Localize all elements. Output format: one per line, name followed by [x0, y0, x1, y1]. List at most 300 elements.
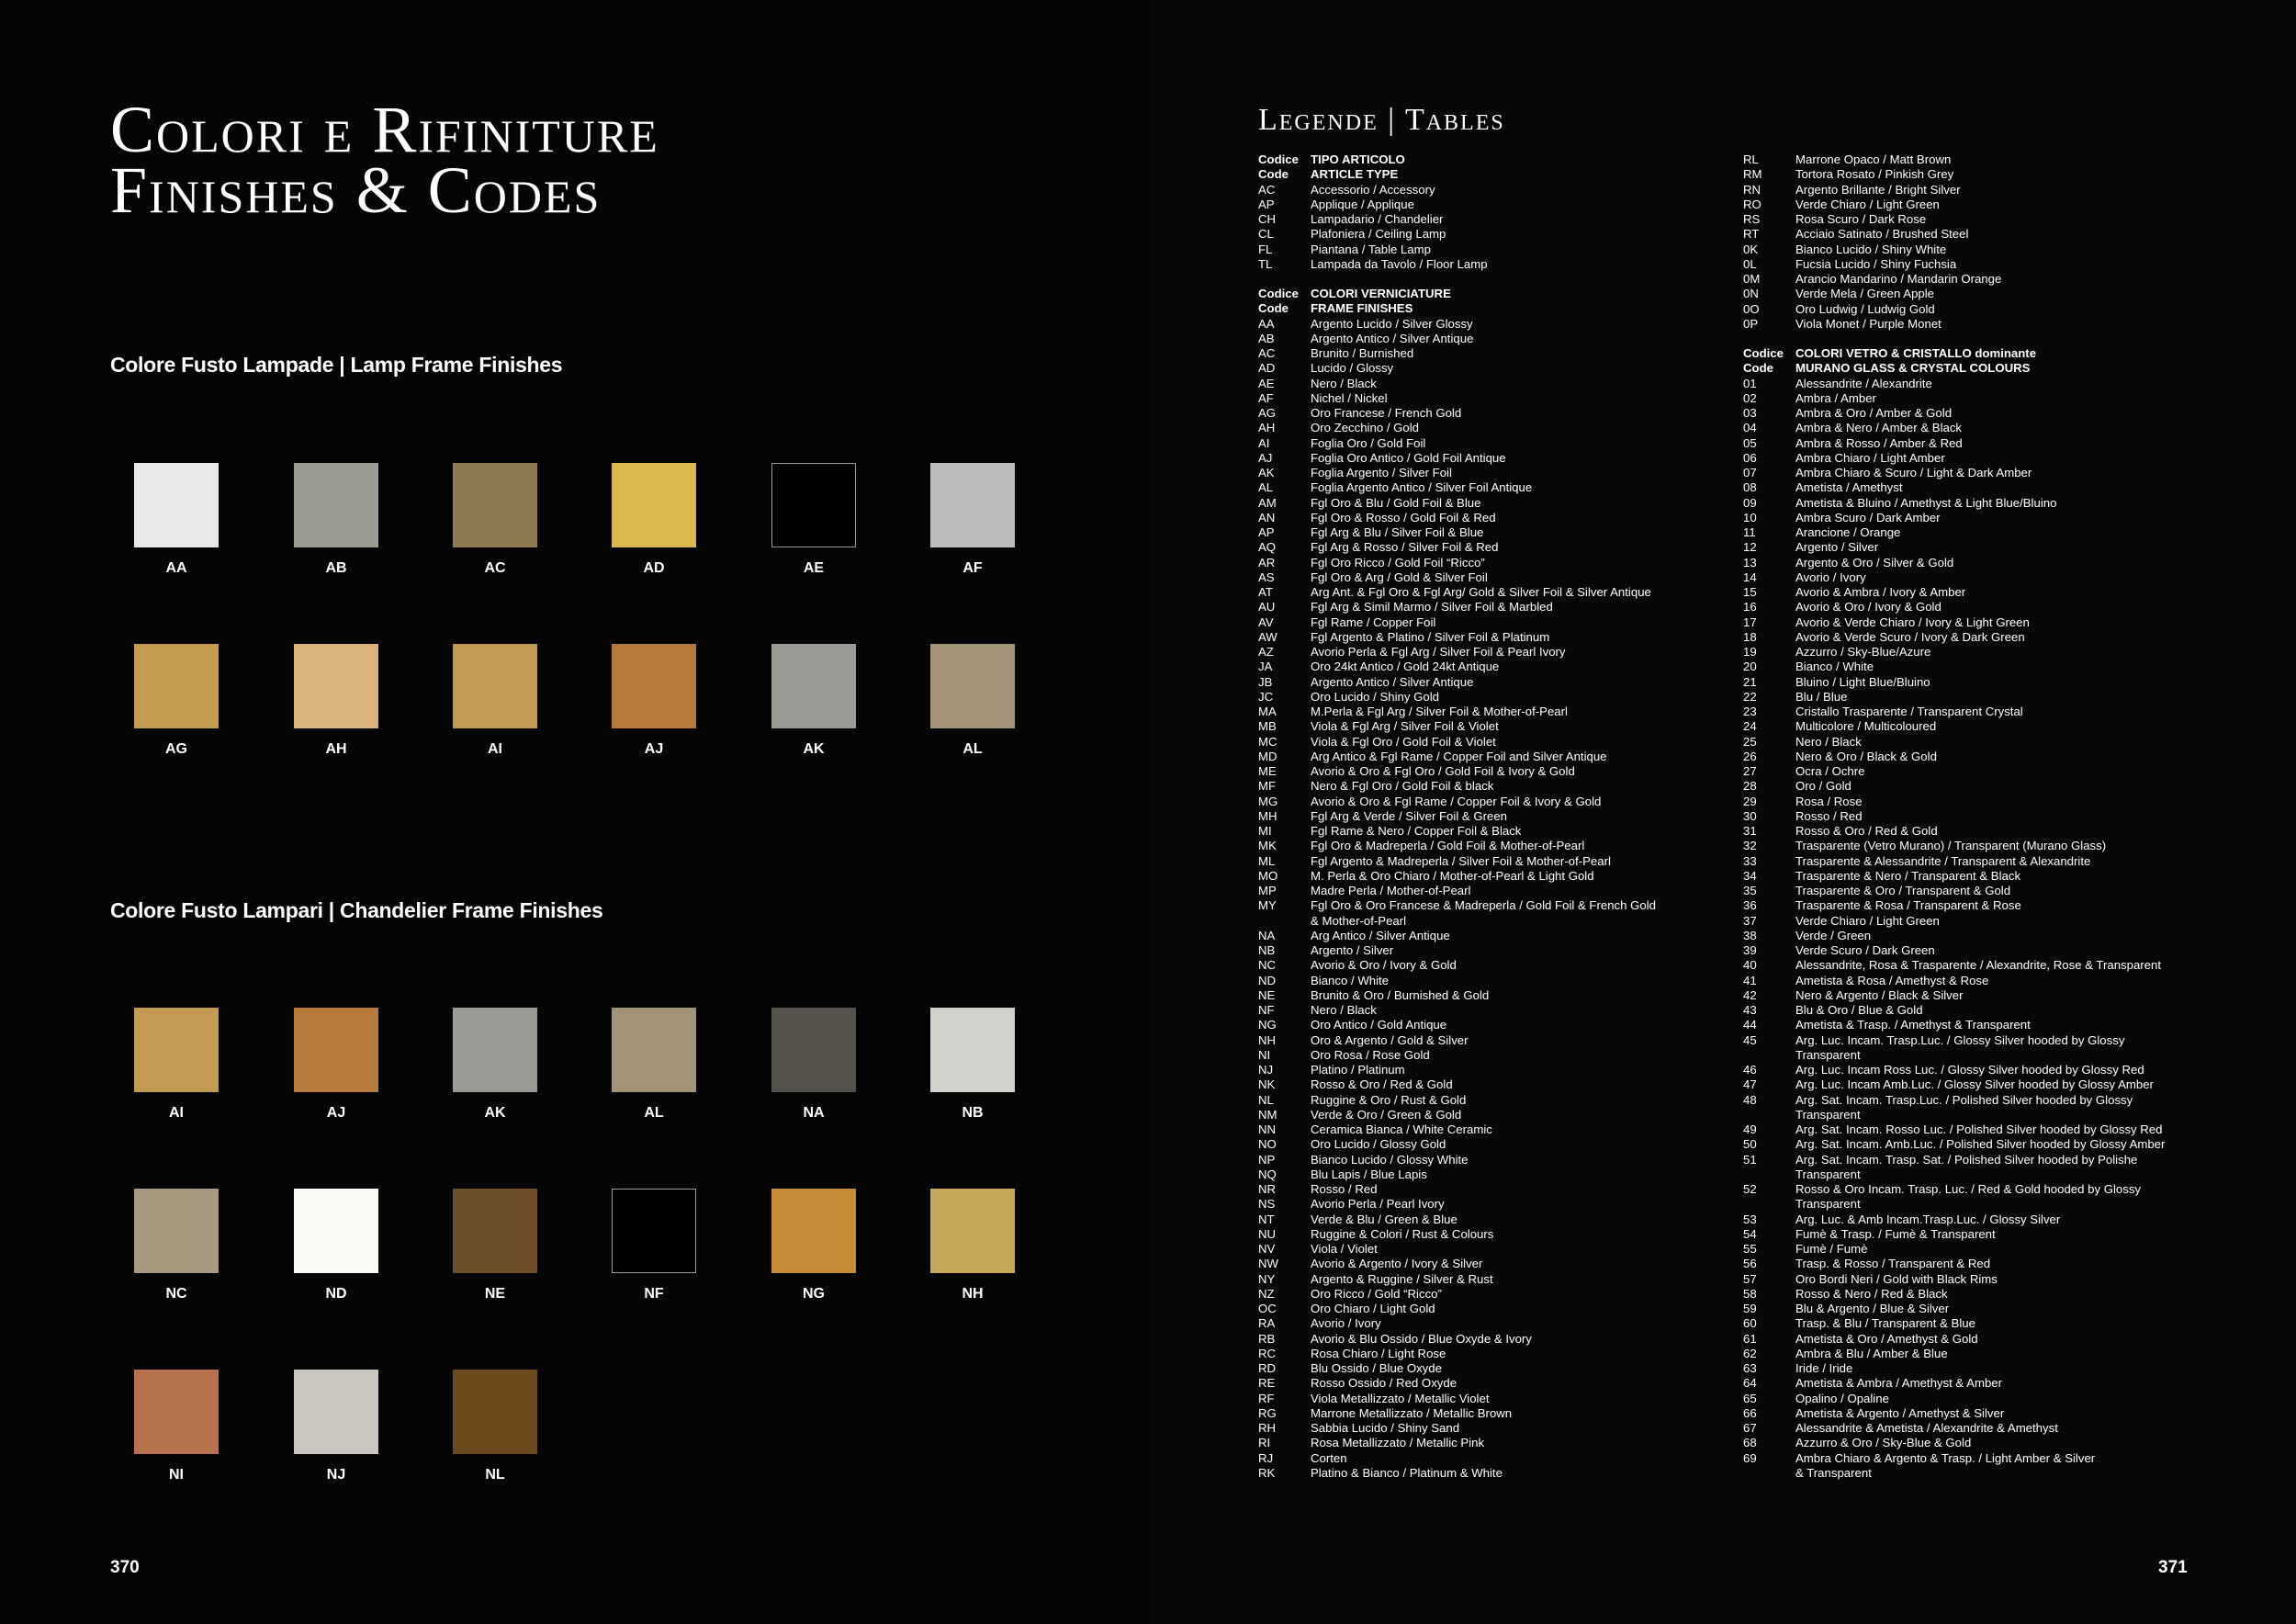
- legend-row: [1258, 988, 1656, 1003]
- legend-code: NR: [1258, 1182, 1277, 1196]
- legend-description: Ambra & Blu / Amber & Blue: [1795, 1346, 1948, 1360]
- legend-description: Applique / Applique: [1311, 197, 1414, 211]
- legend-description: Argento / Silver: [1795, 540, 1879, 555]
- legend-row: [1743, 167, 2165, 182]
- legend-code: 41: [1743, 973, 1757, 987]
- legend-row: [1258, 690, 1656, 705]
- legend-row: [1258, 525, 1656, 540]
- legend-description: Oro Chiaro / Light Gold: [1311, 1302, 1435, 1315]
- legend-row: [1258, 301, 1656, 316]
- legend-description: Fgl Oro & Madreperla / Gold Foil & Mother-of-Pearl: [1311, 839, 1585, 853]
- swatch-ag: [134, 644, 219, 758]
- chandelier-section-title: Colore Fusto Lampari | Chandelier Frame Finishes: [110, 898, 603, 922]
- legend-row: [1743, 929, 2165, 943]
- legend-row: [1258, 212, 1656, 227]
- legend-code: [1743, 1466, 1795, 1481]
- legend-row: [1258, 1272, 1656, 1287]
- legend-row: [1743, 1153, 2165, 1167]
- legend-description: Arg. Luc. & Amb Incam.Trasp.Luc. / Glossy Silver: [1795, 1212, 2061, 1226]
- legend-code: 34: [1743, 868, 1757, 883]
- legend-description: Rosa Metallizzato / Metallic Pink: [1311, 1436, 1485, 1450]
- swatch-chip: [453, 1008, 537, 1092]
- legend-row: [1258, 1361, 1656, 1376]
- swatch-ad: [612, 463, 696, 577]
- legend-code: 63: [1743, 1361, 1757, 1375]
- legend-code: NC: [1258, 958, 1277, 973]
- legend-description: M.Perla & Fgl Arg / Silver Foil & Mother-of-Pearl: [1311, 705, 1568, 718]
- swatch-chip: [930, 644, 1015, 728]
- legend-code: RK: [1258, 1465, 1276, 1480]
- legend-row: [1258, 287, 1656, 301]
- legend-row: [1258, 675, 1656, 690]
- legend-code: AM: [1258, 495, 1277, 510]
- legend-code: RM: [1743, 167, 1762, 182]
- legend-code: 11: [1743, 525, 1756, 539]
- legend-description: Arg. Sat. Incam. Amb.Luc. / Polished Silver hooded by Glossy Amber: [1795, 1137, 2166, 1152]
- legend-code: 06: [1743, 450, 1757, 465]
- legend-row: [1258, 1003, 1656, 1018]
- swatch-aj: [294, 1008, 378, 1122]
- legend-code: RH: [1258, 1421, 1277, 1435]
- legend-row: [1258, 480, 1656, 495]
- legend-code: 32: [1743, 839, 1757, 853]
- legend-row: [1258, 466, 1656, 480]
- legend-description: Oro / Gold: [1795, 779, 1851, 794]
- legend-row: [1743, 824, 2165, 839]
- swatch-nd: [294, 1189, 378, 1303]
- legend-row: [1258, 615, 1656, 630]
- swatch-code: AI: [169, 1105, 184, 1121]
- legend-description: Verde & Blu / Green & Blue: [1311, 1212, 1458, 1226]
- legend-description: Azzurro / Sky-Blue/Azure: [1795, 645, 1931, 659]
- legend-description: Bianco Lucido / Glossy White: [1311, 1152, 1469, 1167]
- legend-code: 53: [1743, 1212, 1757, 1226]
- legend-row: [1258, 1227, 1656, 1242]
- legend-row: [1743, 421, 2165, 435]
- legend-description: Brunito & Oro / Burnished & Gold: [1311, 987, 1490, 1002]
- legend-description: Lampadario / Chandelier: [1311, 212, 1444, 226]
- legend-row: [1258, 735, 1656, 750]
- legend-row: [1743, 1421, 2165, 1436]
- legend-description: Madre Perla / Mother-of-Pearl: [1311, 884, 1471, 897]
- legend-description: Verde Chiaro / Light Green: [1795, 197, 1940, 211]
- legend-code: MG: [1258, 794, 1278, 808]
- legend-description: Viola Metallizzato / Metallic Violet: [1311, 1391, 1490, 1405]
- swatch-code: AK: [803, 741, 825, 757]
- legend-code: 51: [1743, 1152, 1757, 1167]
- legend-row: [1258, 1302, 1656, 1316]
- legend-description: Blu & Oro / Blue & Gold: [1795, 1003, 1923, 1017]
- legend-code: 45: [1743, 1032, 1757, 1047]
- legend-code: 65: [1743, 1391, 1757, 1405]
- legend-description: Rosso & Oro Incam. Trasp. Luc. / Red & Gold hooded by Glossy: [1795, 1182, 2142, 1196]
- legend-row: [1743, 974, 2165, 988]
- legend-code: NL: [1258, 1092, 1274, 1107]
- legend-row: [1258, 824, 1656, 839]
- legend-description: Oro 24kt Antico / Gold 24kt Antique: [1311, 660, 1500, 674]
- legend-code: 38: [1743, 928, 1757, 942]
- legend-description: & Mother-of-Pearl: [1311, 913, 1407, 928]
- legend-description: Alessandrite / Alexandrite: [1795, 376, 1932, 390]
- legend-description: Ametista / Amethyst: [1795, 480, 1903, 495]
- legend-row: [1743, 1033, 2165, 1048]
- swatch-ai: [134, 1008, 219, 1122]
- legend-description: Avorio & Oro / Ivory & Gold: [1311, 958, 1457, 973]
- legend-description: Argento & Oro / Silver & Gold: [1795, 555, 1954, 570]
- legend-code: AG: [1258, 406, 1277, 420]
- legend-code: Code: [1743, 361, 1773, 376]
- legend-row: [1258, 929, 1656, 943]
- legend-row: [1258, 556, 1656, 570]
- legend-row: [1743, 1212, 2165, 1227]
- legend-description: Brunito / Burnished: [1311, 346, 1414, 360]
- title-line-2: Finishes & Codes: [110, 153, 602, 227]
- legend-code: 62: [1743, 1346, 1757, 1360]
- legend-row: [1258, 421, 1656, 435]
- legend-code: MH: [1258, 808, 1277, 823]
- legend-row: [1743, 795, 2165, 809]
- legend-description: Verde & Oro / Green & Gold: [1311, 1107, 1462, 1122]
- legend-row: [1258, 600, 1656, 615]
- legend-code: MP: [1258, 884, 1277, 897]
- legend-description: Piantana / Table Lamp: [1311, 242, 1431, 256]
- legend-description: Oro Zecchino / Gold: [1311, 421, 1420, 435]
- legend-row: [1258, 958, 1656, 973]
- legend-description: Arg. Sat. Incam. Trasp.Luc. / Polished Silver hooded by Glossy: [1795, 1092, 2133, 1107]
- legend-code: NI: [1258, 1047, 1271, 1062]
- legend-row: [1743, 1048, 2165, 1063]
- legend-code: AS: [1258, 570, 1275, 584]
- legend-description: Arancio Mandarino / Mandarin Orange: [1795, 272, 2002, 286]
- legend-description: Trasparente & Rosa / Transparent & Rose: [1795, 898, 2021, 913]
- legend-description: Rosso & Oro / Red & Gold: [1311, 1077, 1453, 1092]
- legend-code: RD: [1258, 1361, 1277, 1375]
- legend-code: 48: [1743, 1092, 1757, 1107]
- legend-row: [1743, 346, 2165, 361]
- legend-description: Blu Ossido / Blue Oxyde: [1311, 1361, 1442, 1375]
- legend-row: [1743, 257, 2165, 272]
- legend-description: & Transparent: [1795, 1465, 1872, 1480]
- legend-row: [1743, 406, 2165, 421]
- legend-row: [1258, 1316, 1656, 1331]
- legend-code: 19: [1743, 645, 1757, 659]
- legend-code: NA: [1258, 928, 1276, 942]
- legend-row: [1743, 466, 2165, 480]
- swatch-ak: [453, 1008, 537, 1122]
- legend-row: [1743, 1332, 2165, 1347]
- legend-description: Rosa Chiaro / Light Rose: [1311, 1346, 1446, 1360]
- swatch-ni: [134, 1370, 219, 1483]
- legend-description: Avorio & Ambra / Ivory & Amber: [1795, 585, 1966, 599]
- swatch-code: NC: [165, 1286, 187, 1302]
- swatch-code: AJ: [326, 1105, 346, 1121]
- legend-description: Rosso / Red: [1311, 1182, 1378, 1196]
- legend-row: [1258, 1077, 1656, 1092]
- legend-description: Ametista & Rosa / Amethyst & Rose: [1795, 973, 1989, 987]
- legend-code: Code: [1258, 301, 1289, 316]
- legend-row: [1743, 152, 2165, 167]
- legend-description: Viola Monet / Purple Monet: [1795, 316, 1941, 331]
- legend-code: 35: [1743, 884, 1757, 897]
- legend-code: AC: [1258, 182, 1276, 197]
- legend-code: AZ: [1258, 645, 1274, 659]
- legend-description: Fgl Arg & Simil Marmo / Silver Foil & Marbled: [1311, 600, 1553, 615]
- legend-row: [1743, 227, 2165, 242]
- swatch-chip: [771, 1008, 856, 1092]
- legend-row: [1258, 183, 1656, 197]
- swatch-code: AF: [962, 560, 983, 576]
- legend-description: Rosso & Oro / Red & Gold: [1795, 824, 1938, 838]
- legend-code: 27: [1743, 764, 1757, 778]
- swatch-code: AA: [165, 560, 187, 576]
- legend-description: Platino & Bianco / Platinum & White: [1311, 1465, 1503, 1480]
- legend-row: [1258, 1347, 1656, 1361]
- legend-row: [1743, 1227, 2165, 1242]
- legend-description: Bianco / White: [1311, 973, 1390, 987]
- legend-code: 08: [1743, 480, 1757, 495]
- legend-description: Avorio & Verde Chiaro / Ivory & Light Green: [1795, 615, 2030, 629]
- legend-description: Cristallo Trasparente / Transparent Crystal: [1795, 705, 2023, 718]
- legend-description: Verde Mela / Green Apple: [1795, 287, 1935, 301]
- legend-row: [1743, 764, 2165, 779]
- legend-code: ND: [1258, 973, 1277, 987]
- legend-description: Bluino / Light Blue/Bluino: [1795, 674, 1930, 689]
- swatch-code: AE: [803, 560, 825, 576]
- legend-row: [1258, 317, 1656, 332]
- legend-description: Arancione / Orange: [1795, 525, 1901, 539]
- legend-row: [1743, 570, 2165, 585]
- legend-description: Arg Antico / Silver Antique: [1311, 928, 1450, 942]
- legend-description: Ambra / Amber: [1795, 390, 1876, 405]
- legend-description: Fgl Oro & Rosso / Gold Foil & Red: [1311, 510, 1496, 524]
- legend-description: Ametista & Ambra / Amethyst & Amber: [1795, 1376, 2003, 1391]
- legend-row: [1258, 705, 1656, 719]
- legend-code: AE: [1258, 376, 1275, 390]
- legend-row: [1258, 854, 1656, 869]
- legend-row: [1258, 1466, 1656, 1481]
- legend-description: Arg. Sat. Incam. Rosso Luc. / Polished Silver hooded by Glossy Red: [1795, 1122, 2163, 1136]
- legend-code: RJ: [1258, 1450, 1274, 1465]
- legend-description: Foglia Argento Antico / Silver Foil Antique: [1311, 480, 1533, 495]
- legend-row: [1743, 1257, 2165, 1271]
- swatch-chip: [771, 1189, 856, 1273]
- lamp-section-title: Colore Fusto Lampade | Lamp Frame Finishes: [110, 353, 563, 377]
- legend-row: [1258, 1436, 1656, 1450]
- legend-row: [1743, 884, 2165, 898]
- swatch-code: ND: [325, 1286, 347, 1302]
- legend-row: [1258, 974, 1656, 988]
- legend-description: Oro Bordi Neri / Gold with Black Rims: [1795, 1271, 1998, 1286]
- legend-description: Platino / Platinum: [1311, 1063, 1405, 1077]
- legend-description: Bianco Lucido / Shiny White: [1795, 242, 1947, 256]
- swatch-chip: [453, 1370, 537, 1454]
- swatch-chip: [453, 644, 537, 728]
- swatch-nj: [294, 1370, 378, 1483]
- legend-row: [1743, 750, 2165, 764]
- legend-code: 67: [1743, 1421, 1757, 1435]
- legend-row: [1743, 451, 2165, 466]
- legend-code: Codice: [1258, 152, 1299, 166]
- legend-description: Alessandrite & Ametista / Alexandrite & Amethyst: [1795, 1421, 2058, 1435]
- legend-row: [1258, 167, 1656, 182]
- swatch-chip: [134, 1189, 219, 1273]
- legend-row: [1258, 1406, 1656, 1421]
- legend-description: Opalino / Opaline: [1795, 1391, 1889, 1405]
- legend-row: [1258, 1287, 1656, 1302]
- legend-code: AC: [1258, 346, 1276, 360]
- legend-code: 05: [1743, 435, 1757, 450]
- legend-row: [1258, 496, 1656, 511]
- swatch-chip: [453, 1189, 537, 1273]
- legend-code: NU: [1258, 1226, 1277, 1241]
- legend-row: [1743, 302, 2165, 317]
- swatch-code: NG: [803, 1286, 825, 1302]
- legend-row: [1258, 1182, 1656, 1197]
- swatch-ng: [771, 1189, 856, 1303]
- legend-code: Codice: [1743, 346, 1784, 360]
- legend-description: Tortora Rosato / Pinkish Grey: [1795, 167, 1954, 182]
- legend-code: 46: [1743, 1063, 1757, 1077]
- legend-description: Nero / Black: [1311, 1003, 1377, 1017]
- legend-description: Trasparente & Nero / Transparent & Black: [1795, 868, 2021, 883]
- legend-row: [1743, 1108, 2165, 1122]
- legend-code: 28: [1743, 779, 1757, 794]
- legend-description: Corten: [1311, 1450, 1347, 1465]
- legend-row: [1743, 1182, 2165, 1197]
- legend-row: [1258, 719, 1656, 734]
- legend-code: 39: [1743, 943, 1757, 957]
- swatch-aa: [134, 463, 219, 577]
- legend-description: Arg Ant. & Fgl Oro & Fgl Arg/ Gold & Silver Foil & Silver Antique: [1311, 585, 1651, 599]
- legend-row: [1743, 1316, 2165, 1331]
- legend-description: Fgl Arg & Blu / Silver Foil & Blue: [1311, 525, 1484, 539]
- legend-code: 36: [1743, 898, 1757, 913]
- legend-description: Multicolore / Multicoloured: [1795, 719, 1937, 734]
- legend-row: [1258, 1376, 1656, 1391]
- legend-row: [1258, 943, 1656, 958]
- legend-row: [1743, 1077, 2165, 1092]
- legend-code: 29: [1743, 794, 1757, 808]
- legend-description: Foglia Oro / Gold Foil: [1311, 435, 1426, 450]
- swatch-ae: [771, 463, 856, 577]
- swatch-nh: [930, 1189, 1015, 1303]
- legend-row: [1743, 690, 2165, 705]
- swatch-code: AL: [962, 741, 983, 757]
- legend-description: Argento Lucido / Silver Glossy: [1311, 316, 1473, 331]
- legend-description: Foglia Argento / Silver Foil: [1311, 466, 1452, 479]
- legend-row: [1743, 600, 2165, 615]
- legend-code: AK: [1258, 466, 1275, 479]
- legend-description: FRAME FINISHES: [1311, 301, 1413, 316]
- legend-description: Ametista & Bluino / Amethyst & Light Blue/Bluino: [1795, 495, 2057, 510]
- legend-description: Verde / Green: [1795, 928, 1872, 942]
- legend-code: 47: [1743, 1077, 1757, 1092]
- legend-row: [1743, 869, 2165, 884]
- swatch-code: AI: [488, 741, 502, 757]
- legend-row: [1743, 391, 2165, 406]
- swatch-chip: [771, 644, 856, 728]
- legend-row: [1258, 1392, 1656, 1406]
- legend-code: AJ: [1258, 450, 1273, 465]
- legend-row: [1258, 227, 1656, 242]
- legend-description: Argento Antico / Silver Antique: [1311, 331, 1474, 345]
- legend-description: Fgl Arg & Rosso / Silver Foil & Red: [1311, 540, 1499, 555]
- legend-code: MI: [1258, 824, 1272, 838]
- legend-description: Plafoniera / Ceiling Lamp: [1311, 227, 1446, 242]
- swatch-al: [930, 644, 1015, 758]
- legend-code: 60: [1743, 1316, 1757, 1331]
- legend-row: [1743, 212, 2165, 227]
- legend-description: Avorio / Ivory: [1311, 1316, 1381, 1331]
- legend-row: [1743, 242, 2165, 257]
- legend-row: [1258, 1153, 1656, 1167]
- legend-description: Ruggine & Colori / Rust & Colours: [1311, 1226, 1494, 1241]
- legend-code: RC: [1258, 1346, 1277, 1360]
- legend-description: Ambra Chiaro & Scuro / Light & Dark Amber: [1795, 466, 2032, 479]
- legend-code: 49: [1743, 1122, 1757, 1136]
- legend-code: NZ: [1258, 1286, 1275, 1301]
- swatch-chip: [134, 463, 219, 547]
- swatch-code: AH: [325, 741, 347, 757]
- legend-description: Rosa Scuro / Dark Rose: [1795, 212, 1927, 226]
- legend-description: Avorio / Ivory: [1795, 570, 1866, 584]
- legend-row: [1743, 317, 2165, 332]
- legend-row: [1258, 377, 1656, 391]
- legend-row: [1743, 1272, 2165, 1287]
- legend-row: [1743, 1302, 2165, 1316]
- legend-code: 07: [1743, 466, 1757, 479]
- legend-code: [1258, 914, 1311, 929]
- swatch-ac: [453, 463, 537, 577]
- legend-code: AR: [1258, 555, 1276, 570]
- legend-description: Rosso / Red: [1795, 808, 1863, 823]
- legend-row: [1743, 1406, 2165, 1421]
- legend-description: Fgl Oro Ricco / Gold Foil “Ricco”: [1311, 555, 1485, 570]
- legend-description: Ambra & Oro / Amber & Gold: [1795, 406, 1953, 420]
- swatch-code: AJ: [644, 741, 664, 757]
- legend-row: [1258, 764, 1656, 779]
- legend-description: Ametista & Argento / Amethyst & Silver: [1795, 1405, 2005, 1420]
- legend-code: NG: [1258, 1018, 1277, 1032]
- swatch-nb: [930, 1008, 1015, 1122]
- swatch-code: NL: [485, 1467, 505, 1483]
- legend-code: 26: [1743, 749, 1757, 763]
- legend-row: [1743, 660, 2165, 674]
- swatch-chip: [294, 1189, 378, 1273]
- legend-description: Avorio Perla / Pearl Ivory: [1311, 1197, 1445, 1212]
- legend-code: RE: [1258, 1376, 1276, 1391]
- legend-row: [1258, 1197, 1656, 1212]
- swatch-code: NJ: [326, 1467, 346, 1483]
- page-number-right: 371: [2158, 1558, 2188, 1577]
- legend-description: [1311, 272, 1656, 287]
- swatch-code: AL: [644, 1105, 664, 1121]
- legend-code: 0L: [1743, 256, 1757, 271]
- swatch-nl: [453, 1370, 537, 1483]
- legend-row: [1743, 377, 2165, 391]
- legend-description: Argento / Silver: [1311, 943, 1394, 957]
- legend-description: Avorio & Oro & Fgl Oro / Gold Foil & Ivory & Gold: [1311, 764, 1575, 778]
- legend-description: Iride / Iride: [1795, 1361, 1853, 1375]
- legend-description: Lucido / Glossy: [1311, 361, 1394, 376]
- legend-row: [1743, 1063, 2165, 1077]
- legend-row: [1258, 570, 1656, 585]
- legend-code: ML: [1258, 853, 1276, 868]
- legend-row: [1743, 1167, 2165, 1182]
- legend-code: 44: [1743, 1018, 1757, 1032]
- legend-code: AP: [1258, 197, 1275, 211]
- legend-code: 04: [1743, 421, 1757, 435]
